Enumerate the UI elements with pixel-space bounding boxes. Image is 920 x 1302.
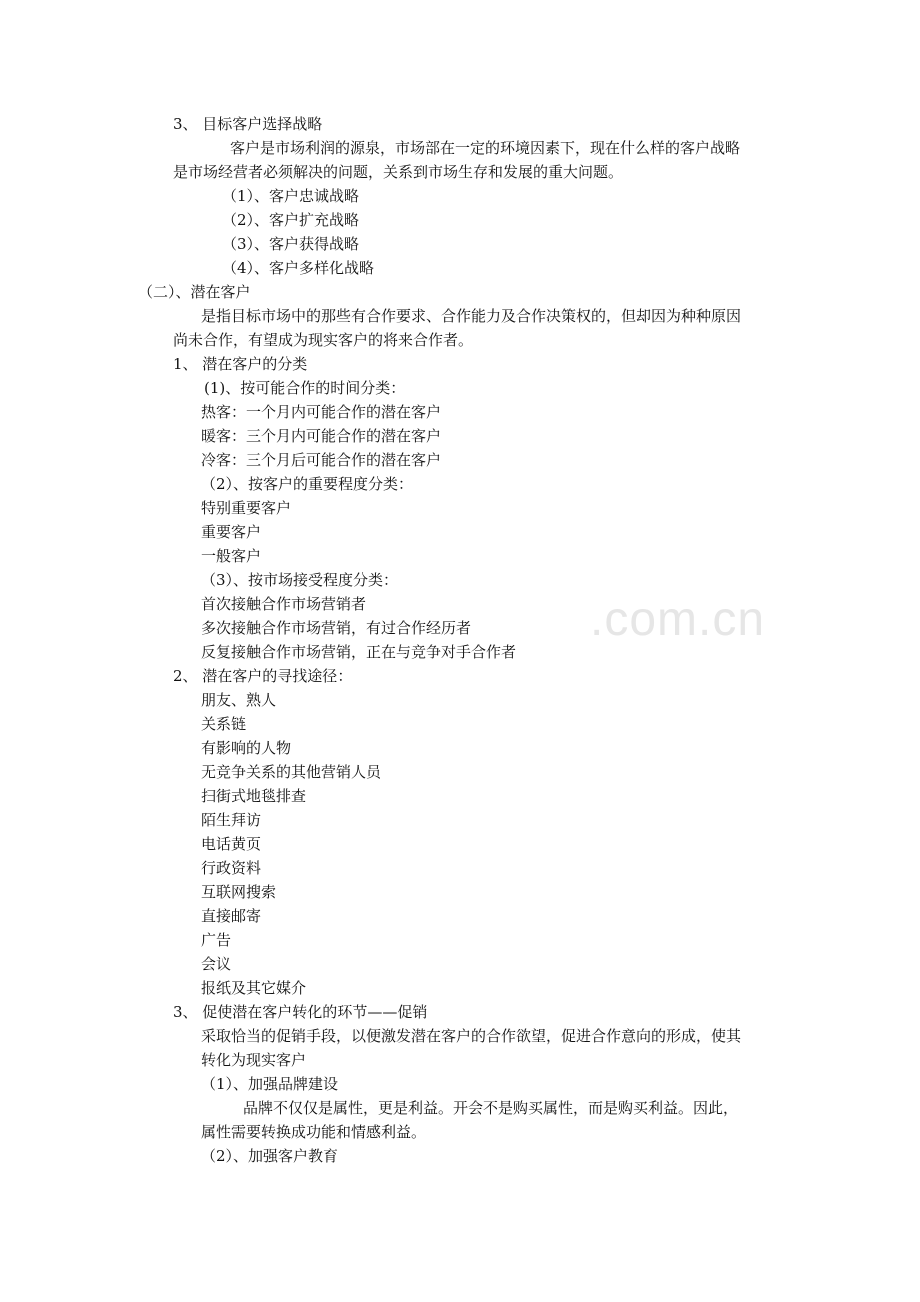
subheading: （3）、按市场接受程度分类： bbox=[201, 571, 399, 589]
paragraph-line: 客户是市场利润的源泉，市场部在一定的环境因素下，现在什么样的客户战略 bbox=[230, 139, 741, 157]
paragraph-line: 转化为现实客户 bbox=[201, 1051, 307, 1069]
heading-promotion: 3、 促使潜在客户转化的环节——促销 bbox=[173, 1003, 428, 1021]
list-item: 一般客户 bbox=[201, 547, 262, 565]
list-item: 无竞争关系的其他营销人员 bbox=[201, 763, 382, 781]
list-item: 陌生拜访 bbox=[201, 811, 262, 829]
list-item: 特别重要客户 bbox=[201, 499, 292, 517]
list-item: （4）、客户多样化战略 bbox=[222, 259, 375, 277]
heading-target-strategy: 3、 目标客户选择战略 bbox=[173, 115, 323, 133]
list-item: 暖客：三个月内可能合作的潜在客户 bbox=[201, 427, 442, 445]
paragraph-line: 是市场经营者必须解决的问题，关系到市场生存和发展的重大问题。 bbox=[173, 163, 624, 181]
list-item: 扫街式地毯排查 bbox=[201, 787, 307, 805]
list-item: 多次接触合作市场营销，有过合作经历者 bbox=[201, 619, 472, 637]
subheading: （2）、加强客户教育 bbox=[201, 1147, 339, 1165]
heading-finding-channels: 2、 潜在客户的寻找途径： bbox=[173, 667, 353, 685]
list-item: 行政资料 bbox=[201, 859, 262, 877]
list-item: 广告 bbox=[201, 931, 232, 949]
list-item: 有影响的人物 bbox=[201, 739, 292, 757]
list-item: 报纸及其它媒介 bbox=[201, 979, 307, 997]
list-item: 热客：一个月内可能合作的潜在客户 bbox=[201, 403, 442, 421]
subheading: (1)、按可能合作的时间分类： bbox=[204, 379, 406, 397]
list-item: 朋友、熟人 bbox=[201, 691, 277, 709]
list-item: 互联网搜索 bbox=[201, 883, 277, 901]
list-item: 首次接触合作市场营销者 bbox=[201, 595, 367, 613]
paragraph-line: 属性需要转换成功能和情感利益。 bbox=[201, 1123, 427, 1141]
list-item: 反复接触合作市场营销，正在与竞争对手合作者 bbox=[201, 643, 517, 661]
list-item: 重要客户 bbox=[201, 523, 262, 541]
subheading: （1）、加强品牌建设 bbox=[201, 1075, 339, 1093]
paragraph-line: 采取恰当的促销手段，以便激发潜在客户的合作欲望，促进合作意向的形成，使其 bbox=[201, 1027, 742, 1045]
list-item: 冷客：三个月后可能合作的潜在客户 bbox=[201, 451, 442, 469]
list-item: （2）、客户扩充战略 bbox=[222, 211, 360, 229]
heading-classification: 1、 潜在客户的分类 bbox=[173, 355, 308, 373]
list-item: 电话黄页 bbox=[201, 835, 262, 853]
paragraph-line: 尚未合作，有望成为现实客户的将来合作者。 bbox=[173, 331, 474, 349]
list-item: （3）、客户获得战略 bbox=[222, 235, 360, 253]
list-item: 关系链 bbox=[201, 715, 247, 733]
subheading: （2）、按客户的重要程度分类： bbox=[201, 475, 414, 493]
paragraph-line: 是指目标市场中的那些有合作要求、合作能力及合作决策权的，但却因为种种原因 bbox=[201, 307, 742, 325]
list-item: 直接邮寄 bbox=[201, 907, 262, 925]
watermark: .com.cn bbox=[590, 593, 766, 646]
paragraph-line: 品牌不仅仅是属性，更是利益。开会不是购买属性，而是购买利益。因此， bbox=[243, 1099, 739, 1117]
list-item: 会议 bbox=[201, 955, 232, 973]
section-heading-potential-customers: （二）、潜在客户 bbox=[138, 283, 251, 301]
list-item: （1）、客户忠诚战略 bbox=[222, 187, 360, 205]
